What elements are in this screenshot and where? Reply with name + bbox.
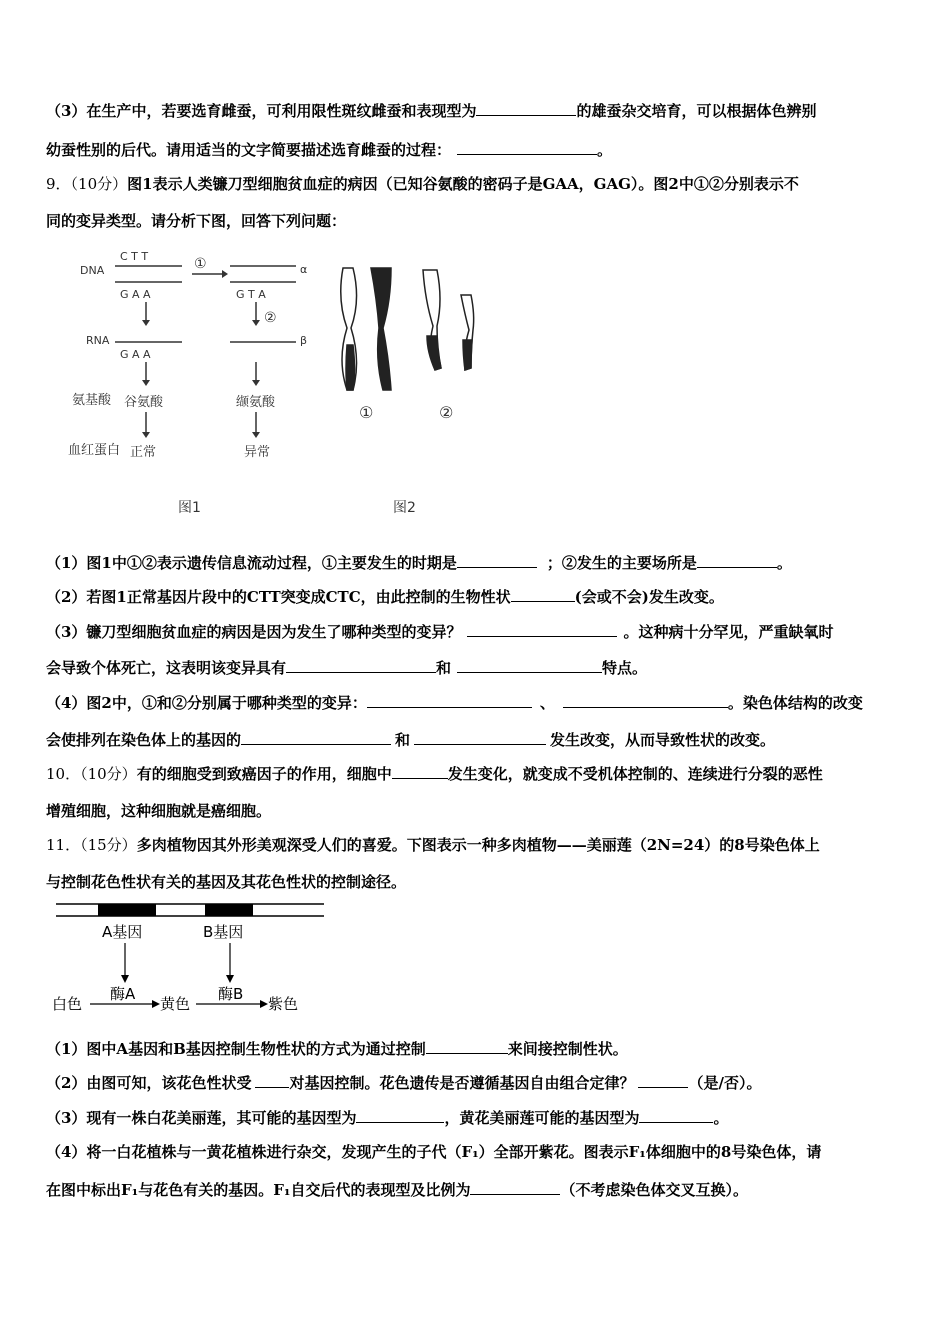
q9-part1	[46, 553, 908, 573]
q8-part3-text-b: 的雄蚕杂交培育，可以根据体色辨别	[576, 102, 817, 120]
q9-part4-text-c: 。染色体结构的改变	[727, 694, 863, 712]
label-amino-acid: 氨基酸	[72, 393, 112, 408]
dna-bottom-right-bases: G T A	[236, 288, 266, 301]
gene-a-label: A基因	[102, 923, 143, 941]
color-yellow: 黄色	[160, 995, 191, 1013]
q10-text-a: 有的细胞受到致癌因子的作用，细胞中	[136, 765, 392, 783]
gene-b-label: B基因	[203, 923, 244, 941]
q10-number: 10．（10分）	[46, 765, 137, 783]
punct: 。	[776, 554, 792, 572]
gene-pathway-diagram	[50, 895, 330, 1020]
answer-blank[interactable]	[697, 553, 777, 568]
q11-part4-text-a: （4）将一白花植株与一黄花植株进行杂交，发现产生的子代（F₁）全部开紫花。图表示F₁体细胞中的8号染色体，请	[46, 1143, 822, 1161]
q11-part3-text-b: ，黄花美丽莲可能的基因型为	[444, 1109, 640, 1127]
dna-bottom-left-bases: G A A	[120, 288, 151, 301]
answer-blank[interactable]	[255, 1073, 289, 1088]
step-1-label: ①	[194, 256, 207, 272]
answer-blank[interactable]	[286, 658, 436, 673]
figure-1-caption: 图1	[178, 500, 201, 516]
answer-blank[interactable]	[639, 1108, 713, 1123]
q11-stem-text2: 与控制花色性状有关的基因及其花色性状的控制途径。	[46, 873, 407, 891]
answer-blank[interactable]	[457, 140, 597, 155]
q9-part3-text-a: （3）镰刀型细胞贫血症的病因是因为发生了哪种类型的变异？	[46, 623, 462, 641]
answer-blank[interactable]	[457, 658, 602, 673]
q9-part4-text-d: 会使排列在染色体上的基因的	[46, 731, 242, 749]
q9-part1-text-a: （1）图1中①②表示遗传信息流动过程，①主要发生的时期是	[46, 554, 457, 572]
q10-text-b: 发生变化，就变成不受机体控制的、连续进行分裂的恶性	[447, 765, 823, 783]
answer-blank[interactable]	[563, 693, 728, 708]
q9-stem-line2	[46, 211, 908, 231]
label-glutamate: 谷氨酸	[124, 395, 164, 410]
q9-part2	[46, 587, 908, 607]
q9-part4-text-b: 、	[539, 694, 555, 712]
answer-blank[interactable]	[476, 101, 576, 116]
q11-part2-text-a: （2）由图可知，该花色性状受	[46, 1074, 252, 1092]
q11-part1-text-b: 来间接控制性状。	[507, 1040, 628, 1058]
punct: 。	[597, 141, 613, 159]
q11-part2-text-c: （是/否）。	[688, 1074, 762, 1092]
figure-2-caption: 图2	[393, 500, 416, 516]
enzyme-a-label: 酶A	[110, 985, 136, 1003]
answer-blank[interactable]	[457, 553, 537, 568]
label-rna: RNA	[86, 334, 110, 347]
q9-part3-text-d: 和	[436, 659, 452, 677]
answer-blank[interactable]	[470, 1180, 560, 1195]
q10-line2	[46, 801, 908, 821]
color-purple: 紫色	[268, 995, 299, 1013]
gene-a-block	[98, 904, 156, 916]
q9-part2-text-b: (会或不会)发生改变。	[574, 588, 724, 606]
answer-blank[interactable]	[356, 1108, 444, 1123]
label-hemoglobin: 血红蛋白	[68, 443, 121, 458]
q8-part3-line2	[46, 140, 908, 160]
enzyme-b-label: 酶B	[218, 985, 244, 1003]
figure-2-diagram	[325, 240, 485, 530]
q9-part2-text-a: （2）若图1正常基因片段中的CTT突变成CTC，由此控制的生物性状	[46, 588, 511, 606]
q11-part3-text-a: （3）现有一株白花美丽莲，其可能的基因型为	[46, 1109, 357, 1127]
q11-part1-text-a: （1）图中A基因和B基因控制生物性状的方式为通过控制	[46, 1040, 426, 1058]
q11-part4-line2	[46, 1180, 908, 1200]
q10-text-c: 增殖细胞，这种细胞就是癌细胞。	[46, 802, 272, 820]
q11-part3	[46, 1108, 908, 1128]
q11-part4-text-b: 在图中标出F₁与花色有关的基因。F₁自交后代的表现型及比例为	[46, 1181, 471, 1199]
figure-2-label-1: ①	[359, 403, 374, 422]
color-white: 白色	[52, 995, 83, 1013]
q11-part2-text-b: 对基因控制。花色遗传是否遵循基因自由组合定律？	[289, 1074, 635, 1092]
q9-part4-text-a: （4）图2中，①和②分别属于哪种类型的变异：	[46, 694, 367, 712]
q9-part1-text-b: ；②发生的主要场所是	[546, 554, 697, 572]
q9-part4-text-e: 和	[395, 731, 411, 749]
q11-part2	[46, 1073, 908, 1093]
label-beta: β	[300, 334, 308, 347]
q9-part4-line2	[46, 730, 908, 750]
figure-2-label-2: ②	[439, 403, 454, 422]
step-2-label: ②	[264, 310, 277, 326]
rna-left-bases: G A A	[120, 348, 151, 361]
answer-blank[interactable]	[638, 1073, 688, 1088]
answer-blank[interactable]	[241, 730, 391, 745]
punct: 。	[713, 1109, 729, 1127]
label-normal: 正常	[130, 445, 157, 460]
q11-stem-line1	[46, 835, 908, 855]
q9-stem-line1	[46, 174, 908, 194]
answer-blank[interactable]	[367, 693, 532, 708]
label-valine: 缬氨酸	[236, 395, 276, 410]
q9-number: 9．（10分）	[46, 175, 128, 193]
answer-blank[interactable]	[511, 587, 575, 602]
q9-part3-text-b: 。这种病十分罕见，严重缺氧时	[623, 623, 834, 641]
label-alpha: α	[300, 263, 308, 276]
q11-stem-line2	[46, 872, 908, 892]
answer-blank[interactable]	[392, 764, 448, 779]
answer-blank[interactable]	[467, 622, 617, 637]
q9-part3-line2	[46, 658, 908, 678]
q9-stem-text2: 同的变异类型。请分析下图，回答下列问题：	[46, 212, 347, 230]
gene-b-block	[205, 904, 253, 916]
answer-blank[interactable]	[414, 730, 546, 745]
q11-part4-line1	[46, 1142, 908, 1162]
q9-part3-text-e: 特点。	[602, 659, 648, 677]
chromosome-1b	[371, 268, 391, 390]
q8-part3-line1	[46, 101, 908, 121]
label-abnormal: 异常	[244, 445, 271, 460]
q9-part4-line1	[46, 693, 908, 713]
figure-1-diagram	[60, 240, 320, 530]
answer-blank[interactable]	[426, 1039, 508, 1054]
q11-stem-text1: 多肉植物因其外形美观深受人们的喜爱。下图表示一种多肉植物——美丽莲（2N=24）的8号染色体上	[136, 836, 820, 854]
q8-part3-text-a: （3）在生产中，若要选育雌蚕，可利用限性斑纹雌蚕和表现型为	[46, 102, 477, 120]
label-dna: DNA	[80, 264, 105, 277]
q11-part4-text-c: （不考虑染色体交叉互换）。	[560, 1181, 748, 1199]
q9-part4-text-f: 发生改变，从而导致性状的改变。	[550, 731, 776, 749]
q8-part3-text-c: 幼蚕性别的后代。请用适当的文字简要描述选育雌蚕的过程：	[46, 141, 452, 159]
q11-number: 11．（15分）	[46, 836, 137, 854]
q11-part1	[46, 1039, 908, 1059]
q9-part3-text-c: 会导致个体死亡，这表明该变异具有	[46, 659, 287, 677]
dna-top-left-bases: C T T	[120, 250, 149, 263]
q9-part3-line1	[46, 622, 908, 642]
q10-line1	[46, 764, 908, 784]
q9-stem-text1: 图1表示人类镰刀型细胞贫血症的病因（已知谷氨酸的密码子是GAA，GAG）。图2中①②分别表示不	[127, 175, 799, 193]
